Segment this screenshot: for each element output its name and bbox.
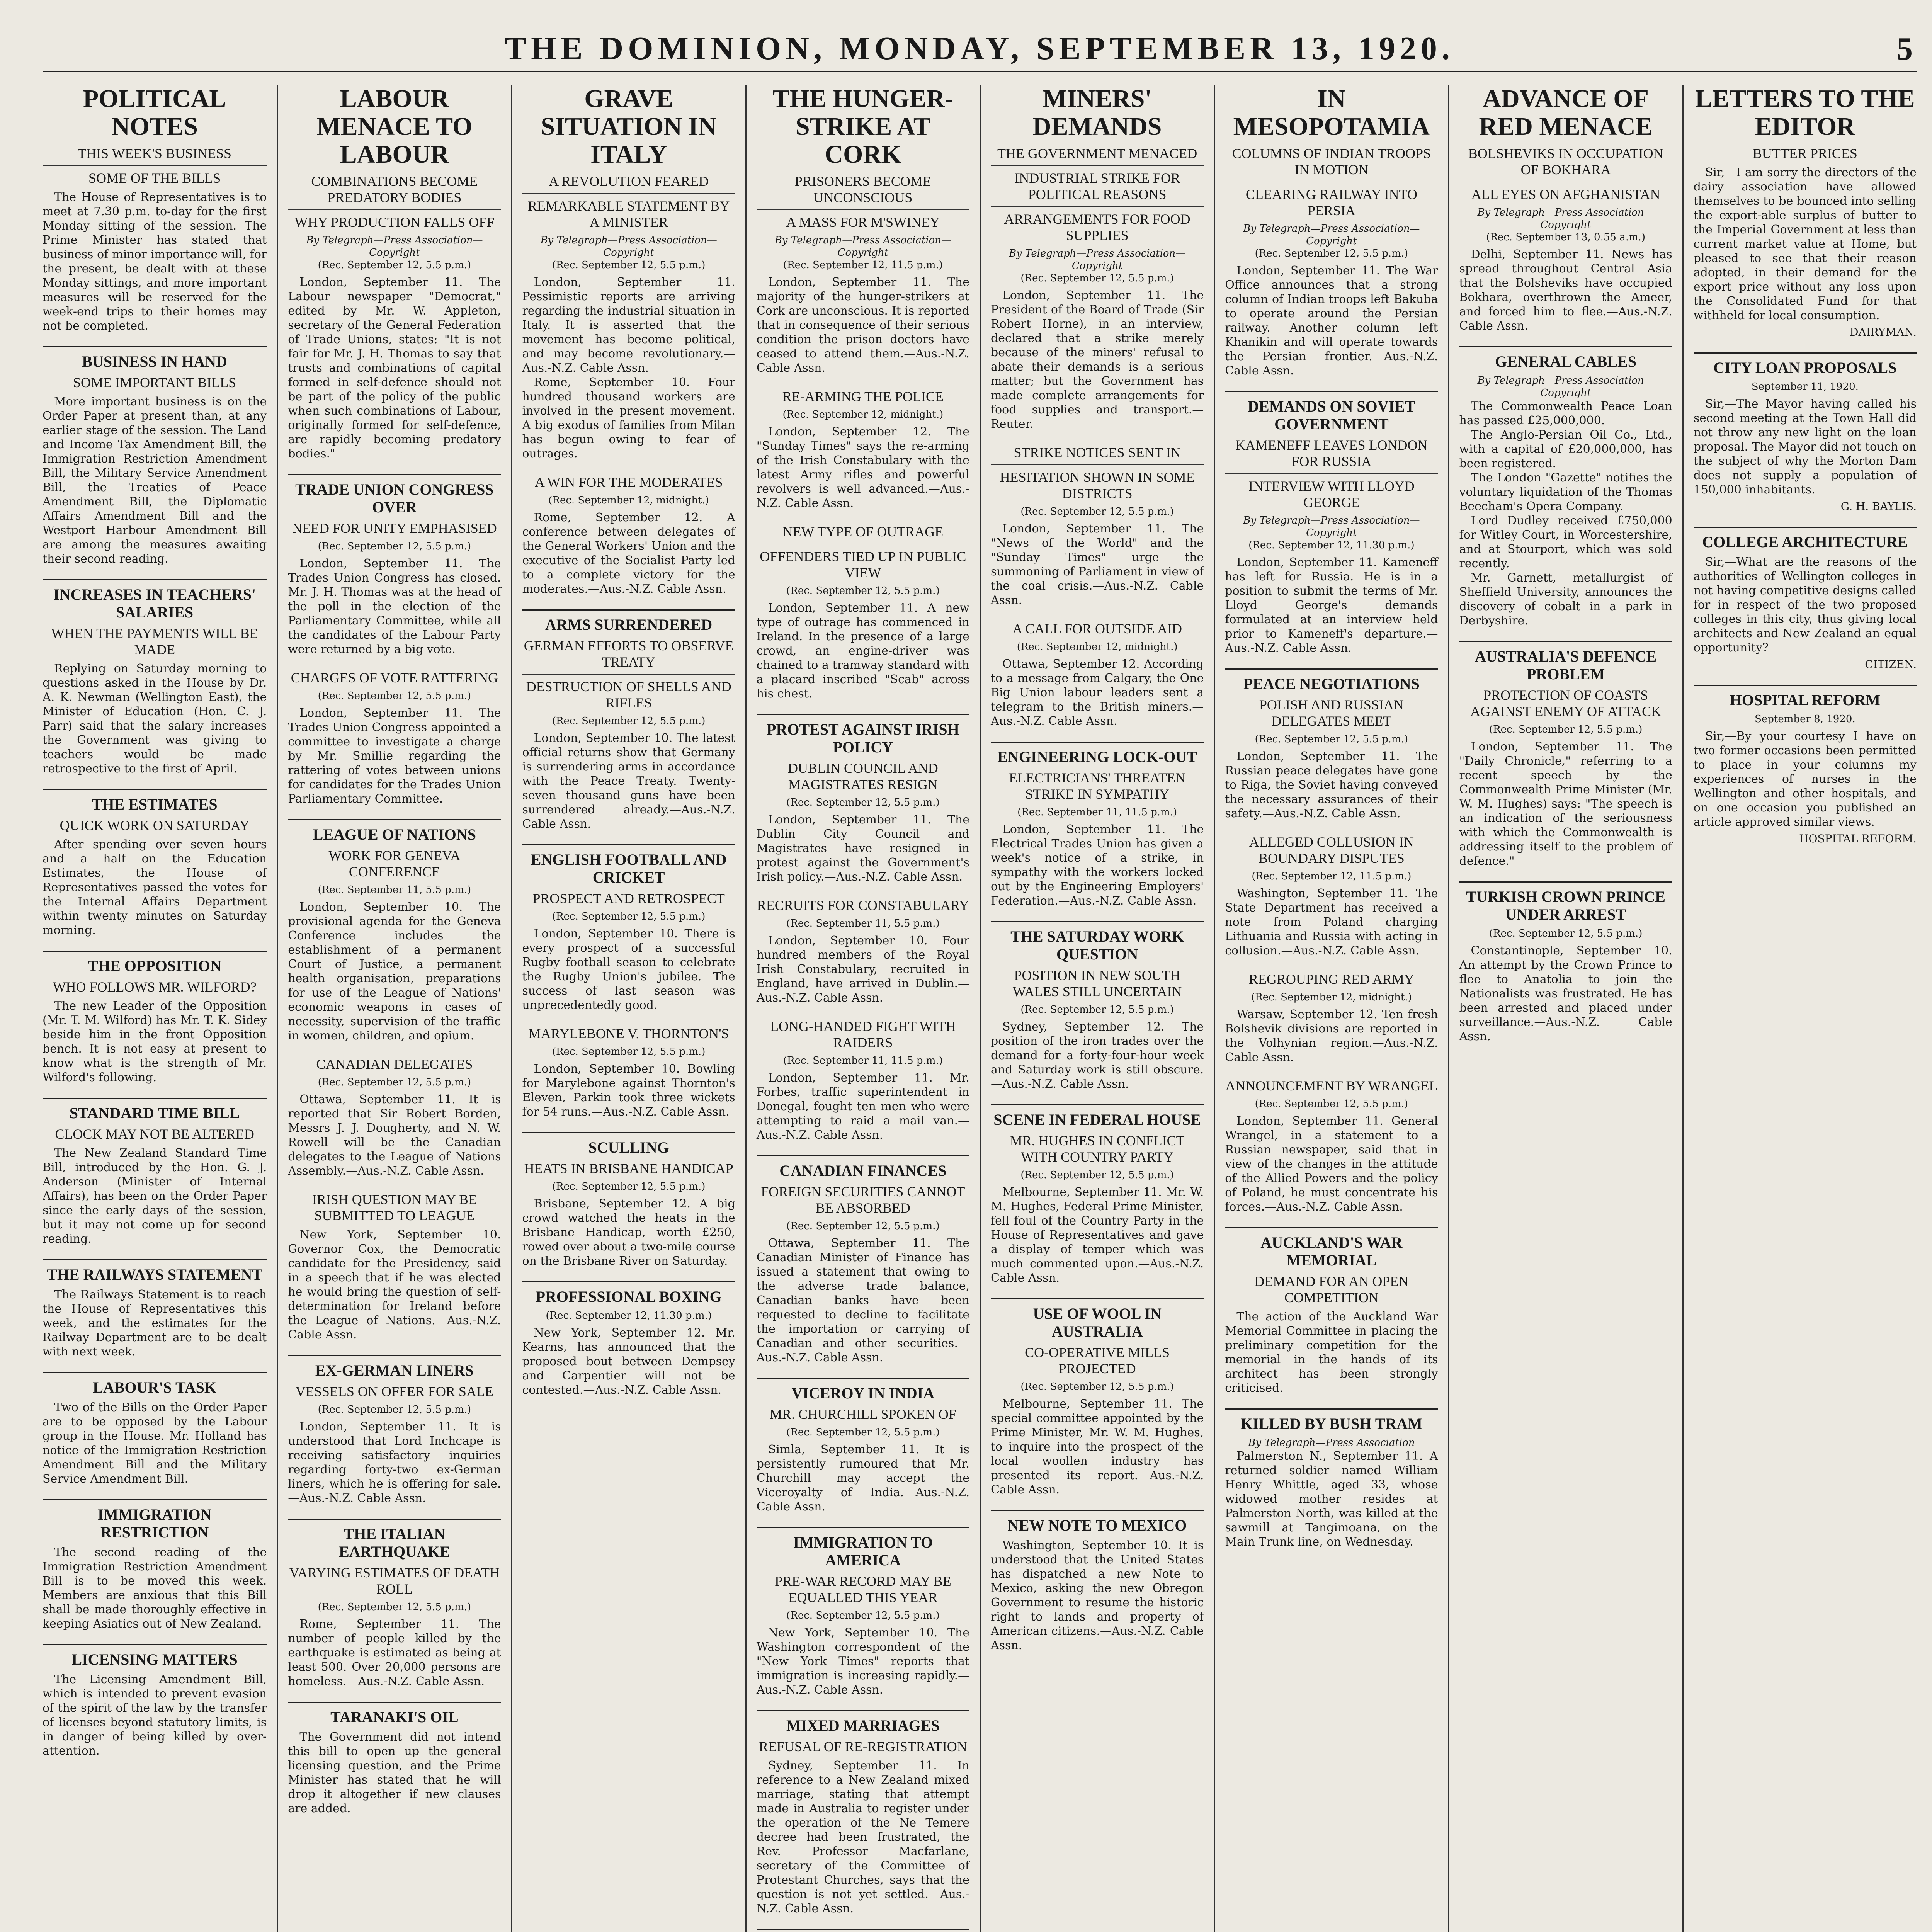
article-paragraph: London, September 11. The Trades Union Congress appointed a committee to investigate a charge by Mr. Smillie regarding the rattering of votes between unions for candidates for the Trades Union Parliamentary Committee. — [288, 706, 501, 806]
page-number: 5 — [1896, 31, 1913, 67]
article-paragraph: The Commonwealth Peace Loan has passed £25,000,000. — [1459, 400, 1672, 427]
news-article — [43, 1644, 267, 1758]
article-dateline: (Rec. September 12, 5.5 p.m.) — [786, 585, 940, 597]
article-paragraph: Palmerston N., September 11. A returned soldier named William Henry Whittle, aged 33, whose widowed mother resides at Palmerston North, was killed at the sawmill at Tangimoana, on the Main Trunk line, on Wednesday. — [1225, 1449, 1438, 1549]
article-subheading: RECRUITS FOR CONSTABULARY — [757, 898, 969, 913]
article-paragraph: New York, September 10. The Washington correspondent of the "New York Times" reports that immigration is increasing rapidly.—Aus.-N.Z. Cable Assn. — [756, 1626, 969, 1697]
article-headline: MINERS' DEMANDS — [1032, 85, 1162, 141]
article-paragraph: London, September 11. Pessimistic reports are arriving regarding the industrial situation in Italy. It is asserted that the movement has become political, and may become revolutionary.—Aus.-N.Z. Cable Assn. — [522, 276, 735, 375]
article-paragraph: Simla, September 11. It is persistently rumoured that Mr. Churchill may accept the Viceroyalty of India.—Aus.-N.Z. Cable Assn. — [756, 1443, 969, 1514]
article-paragraph: The Government did not intend this bill to open up the general licensing question, and the Prime Minister has stated that he will drop it altogether if new clauses are added. — [288, 1730, 501, 1815]
article-subheading: BOLSHEVIKS IN OCCUPATION OF BOKHARA — [1468, 146, 1663, 177]
article-dateline: (Rec. September 12, 5.5 p.m.) — [1020, 506, 1174, 517]
news-article — [1694, 352, 1917, 514]
news-article — [288, 1702, 501, 1816]
article-paragraph: Two of the Bills on the Order Paper are to be opposed by the Labour group in the House. Mr. Holland has notice of the Immigration Restriction Amendment Bill and the Military Service Amendment Bill. — [43, 1401, 267, 1486]
article-subheading: SOME IMPORTANT BILLS — [73, 375, 236, 390]
article-paragraph: London, September 11. It is understood that Lord Inchcape is receiving satisfactory inquiries regarding forty-two ex-German liners, which he is offering for sale.—Aus.-N.Z. Cable Assn. — [288, 1420, 501, 1505]
article-paragraph: London, September 11. The President of the Board of Trade (Sir Robert Horne), in an interview, declared that a strike merely because of the miners' refusal to abate their demands is a serious matter; but the Government has made complete arrangements for food supplies and transport.—Reuter. — [991, 289, 1204, 431]
article-dateline: (Rec. September 12, midnight.) — [1017, 641, 1178, 653]
news-article — [757, 1710, 969, 1916]
article-subheading: QUICK WORK ON SATURDAY — [60, 818, 250, 833]
section-heading: CITY LOAN PROPOSALS — [1694, 352, 1917, 377]
news-column — [745, 85, 980, 1932]
article-paragraph: Sir,—What are the reasons of the authorities of Wellington colleges in not having competitive designs called for in respect of the two proposed colleges in this city, thus giving local architects and New Zealand an equal opportunity? — [1693, 555, 1917, 655]
article-subheading: WHY PRODUCTION FALLS OFF — [288, 209, 501, 230]
news-article — [43, 951, 267, 1085]
letter-signature: DAIRYMAN. — [1850, 326, 1917, 338]
news-article — [1225, 834, 1438, 958]
article-subheading: SOME OF THE BILLS — [43, 165, 267, 186]
article-subheading: ALL EYES ON AFGHANISTAN — [1459, 182, 1672, 202]
news-article — [757, 1018, 969, 1142]
article-paragraph: The second reading of the Immigration Restriction Amendment Bill is to be moved this week. Members are anxious that this Bill shall be made thoroughly effective in keeping Asiatics out of New Zealand. — [43, 1546, 267, 1631]
section-heading: PROTEST AGAINST IRISH POLICY — [757, 714, 969, 756]
section-heading: ARMS SURRENDERED — [522, 609, 735, 634]
news-article — [43, 85, 267, 333]
news-article — [991, 742, 1204, 908]
section-heading: PROFESSIONAL BOXING — [522, 1281, 735, 1306]
article-subheading: HEATS IN BRISBANE HANDICAP — [524, 1161, 733, 1176]
article-headline: LABOUR MENACE TO LABOUR — [316, 85, 473, 168]
news-article — [757, 85, 969, 375]
news-article — [288, 474, 501, 656]
article-dateline: (Rec. September 12, 5.5 p.m.) — [552, 1046, 706, 1058]
article-subheading: BUTTER PRICES — [1752, 146, 1857, 161]
article-paragraph: Sir,—I am sorry the directors of the dairy association have allowed themselves to be bounced into selling the export-able surplus of butter to the Imperial Government at less than current market value at Home, but pleased to see that their reason adopted, in their demand for the export price without any loss upon the Consolidated Fund for that withheld for local consumption. — [1693, 166, 1917, 322]
article-subheading: OFFENDERS TIED UP IN PUBLIC VIEW — [757, 544, 969, 581]
news-article — [1459, 85, 1672, 333]
news-article — [1225, 668, 1438, 821]
section-heading: THE ITALIAN EARTHQUAKE — [288, 1519, 501, 1561]
article-paragraph: Delhi, September 11. News has spread throughout Central Asia that the Bolsheviks have occupied Bokhara, overthrown the Ameer, and forced him to flee.—Aus.-N.Z. Cable Assn. — [1459, 248, 1672, 333]
letter-signature: HOSPITAL REFORM. — [1799, 832, 1917, 845]
section-heading: STANDARD TIME BILL — [43, 1098, 267, 1122]
section-heading: EX-GERMAN LINERS — [288, 1355, 501, 1379]
letter-signature: CITIZEN. — [1865, 658, 1917, 671]
article-subheading: DESTRUCTION OF SHELLS AND RIFLES — [522, 674, 735, 711]
article-subheading: MR. CHURCHILL SPOKEN OF — [770, 1406, 956, 1422]
news-article — [43, 1098, 267, 1246]
article-subheading: A REVOLUTION FEARED — [549, 173, 709, 189]
article-subheading: DUBLIN COUNCIL AND MAGISTRATES RESIGN — [788, 760, 938, 792]
article-subheading: PRISONERS BECOME UNCONSCIOUS — [794, 173, 931, 205]
news-article — [1459, 881, 1672, 1044]
article-subheading: REMARKABLE STATEMENT BY A MINISTER — [522, 193, 735, 230]
article-paragraph: London, September 11. The "News of the World" and the "Sunday Times" urge the summoning of Parliament in view of the coal crisis.—Aus.-N.Z. Cable Assn. — [991, 522, 1204, 607]
article-subheading: A MASS FOR M'SWINEY — [757, 209, 969, 230]
article-dateline: (Rec. September 12, 5.5 p.m.) — [1255, 733, 1408, 745]
article-dateline: (Rec. September 12, 11.30 p.m.) — [546, 1310, 712, 1321]
article-paragraph: Washington, September 10. It is understood that the United States has dispatched a new Note to Mexico, asking the new Obregon Government to resume the historic right to lands and property of American citizens.—Aus.-N.Z. Cable Assn. — [991, 1539, 1204, 1652]
news-article — [288, 1355, 501, 1505]
article-subheading: PRE-WAR RECORD MAY BE EQUALLED THIS YEAR — [775, 1573, 951, 1605]
article-dateline: (Rec. September 12, midnight.) — [782, 409, 944, 420]
section-heading: TARANAKI'S OIL — [288, 1702, 501, 1726]
news-article — [757, 1527, 969, 1697]
article-paragraph: The Railways Statement is to reach the House of Representatives this week, and the estimates for the Railway Department are to be dealt with next week. — [43, 1288, 267, 1359]
article-paragraph: Ottawa, September 11. The Canadian Minister of Finance has issued a statement that owing to the adverse trade balance, Canadian banks have been requested to decline to facilitate the importation or carrying of Canadian and other securities.—Aus.-N.Z. Cable Assn. — [756, 1236, 969, 1364]
article-headline: LETTERS TO THE EDITOR — [1695, 85, 1915, 141]
letter-signature: G. H. BAYLIS. — [1840, 500, 1917, 513]
article-subheading: STRIKE NOTICES SENT IN — [1014, 445, 1181, 460]
news-article — [1459, 346, 1672, 628]
article-subheading: LONG-HANDED FIGHT WITH RAIDERS — [770, 1019, 956, 1050]
news-article — [288, 819, 501, 1043]
article-subheading: DEMAND FOR AN OPEN COMPETITION — [1254, 1274, 1409, 1305]
article-subheading: INDUSTRIAL STRIKE FOR POLITICAL REASONS — [991, 165, 1204, 202]
article-subheading: WORK FOR GENEVA CONFERENCE — [328, 848, 461, 879]
article-paragraph: The House of Representatives is to meet at 7.30 p.m. to-day for the first Monday sitting of the session. The Prime Minister has stated that business of minor importance will, for the present, be dealt with at these Monday sittings, and more important measures will be reserved for the week-end trips to their homes may not be completed. — [43, 190, 267, 333]
news-article — [1225, 391, 1438, 655]
article-paragraph: Sydney, September 12. The position of the iron trades over the demand for a forty-four-hour week and Saturday work is still obscure.—Aus.-N.Z. Cable Assn. — [991, 1020, 1204, 1091]
news-article — [43, 789, 267, 937]
article-dateline: (Rec. September 12, midnight.) — [548, 495, 709, 506]
section-heading: THE SATURDAY WORK QUESTION — [991, 921, 1204, 963]
news-article — [288, 1519, 501, 1689]
masthead-title: THE DOMINION, MONDAY, SEPTEMBER 13, 1920. — [505, 30, 1454, 66]
article-byline: By Telegraph—Press Association—Copyright — [774, 235, 952, 259]
news-article — [757, 524, 969, 701]
columns-grid — [43, 85, 1917, 1932]
article-subheading: NEED FOR UNITY EMPHASISED — [292, 520, 497, 536]
section-heading: THE RAILWAYS STATEMENT — [43, 1259, 267, 1284]
article-dateline: (Rec. September 11, 5.5 p.m.) — [318, 884, 471, 896]
news-article — [288, 1056, 501, 1178]
article-paragraph: New York, September 10. Governor Cox, the Democratic candidate for the Presidency, said in a speech that if he was elected he would bring the question of self-determination for Ireland before the League of Nations.—Aus.-N.Z. Cable Assn. — [288, 1228, 501, 1342]
article-byline: By Telegraph—Press Association—Copyright — [540, 235, 717, 259]
article-paragraph: Rome, September 12. A conference between delegates of the General Workers' Union and the executive of the Socialist Party led to a complete victory for the moderates.—Aus.-N.Z. Cable Assn. — [522, 511, 735, 596]
masthead — [43, 27, 1917, 72]
article-subheading: ELECTRICIANS' THREATEN STRIKE IN SYMPATHY — [1009, 770, 1186, 802]
article-paragraph: Mr. Garnett, metallurgist of Sheffield University, announces the discovery of cobalt in a park in Derbyshire. — [1459, 571, 1672, 628]
article-dateline: (Rec. September 12, 5.5 p.m.) — [786, 1427, 940, 1438]
news-article — [288, 670, 501, 806]
article-paragraph: Sir,—The Mayor having called his second meeting at the Town Hall did not throw any new light on the loan proposal. The Mayor did not touch on the subject of why the Morton Dam does not supply a population of 150,000 inhabitants. — [1693, 397, 1917, 497]
article-dateline: September 11, 1920. — [1751, 381, 1859, 393]
article-paragraph: London, September 11. The Russian peace delegates have gone to Riga, the Soviet having conveyed the necessary assurances of their safety.—Aus.-N.Z. Cable Assn. — [1225, 750, 1438, 820]
news-article — [1694, 685, 1917, 846]
article-subheading: PROSPECT AND RETROSPECT — [532, 891, 725, 906]
news-article — [757, 714, 969, 884]
article-subheading: RE-ARMING THE POLICE — [782, 389, 944, 404]
article-dateline: (Rec. September 11, 11.5 p.m.) — [783, 1055, 943, 1066]
article-paragraph: Sydney, September 11. In reference to a New Zealand mixed marriage, stating that attempt made in Australia to register under the operation of the Ne Temere decree had been frustrated, the Rev. Professor Macfarlane, secretary of the Committee of Protestant Churches, says that the question is not yet settled.—Aus.-N.Z. Cable Assn. — [756, 1759, 969, 1915]
section-heading: ENGINEERING LOCK-OUT — [991, 742, 1204, 766]
news-article — [1694, 85, 1917, 339]
article-subheading: ARRANGEMENTS FOR FOOD SUPPLIES — [991, 206, 1204, 243]
news-article — [1225, 1078, 1438, 1214]
article-headline: ADVANCE OF RED MENACE — [1479, 85, 1653, 141]
article-subheading: REGROUPING RED ARMY — [1248, 971, 1414, 987]
article-dateline: (Rec. September 11, 11.5 p.m.) — [1017, 806, 1177, 818]
section-heading: KILLED BY BUSH TRAM — [1225, 1408, 1438, 1433]
article-paragraph: London, September 10. Bowling for Marylebone against Thornton's Eleven, Parkin took three wickets for 54 runs.—Aus.-N.Z. Cable Assn. — [522, 1062, 735, 1119]
article-paragraph: The New Zealand Standard Time Bill, introduced by the Hon. G. J. Anderson (Minister of Internal Affairs), has been on the Order Paper since the early days of the session, but it may not come up for second reading. — [43, 1146, 267, 1246]
news-article — [757, 388, 969, 510]
news-article — [43, 579, 267, 776]
section-heading: ENGLISH FOOTBALL AND CRICKET — [522, 844, 735, 886]
article-dateline: (Rec. September 12, 5.5 p.m.) — [1020, 272, 1174, 284]
article-paragraph: New York, September 12. Mr. Kearns, has announced that the proposed bout between Dempsey and Carpentier will not be contested.—Aus.-N.Z. Cable Assn. — [522, 1326, 735, 1397]
article-subheading: KAMENEFF LEAVES LONDON FOR RUSSIA — [1235, 437, 1428, 469]
news-article — [522, 1026, 735, 1119]
article-dateline: (Rec. September 13, 0.55 a.m.) — [1486, 231, 1646, 243]
section-heading: THE OPPOSITION — [43, 951, 267, 975]
section-heading: THE ESTIMATES — [43, 789, 267, 813]
article-subheading: THE GOVERNMENT MENACED — [997, 146, 1197, 161]
article-dateline: (Rec. September 12, 5.5 p.m.) — [786, 1220, 940, 1232]
article-headline: POLITICAL NOTES — [83, 85, 226, 141]
article-dateline: (Rec. September 12, midnight.) — [1251, 992, 1412, 1003]
news-article — [522, 844, 735, 1012]
section-heading: INCREASES IN TEACHERS' SALARIES — [43, 579, 267, 621]
article-dateline: (Rec. September 12, 5.5 p.m.) — [786, 1610, 940, 1621]
article-paragraph: The new Leader of the Opposition (Mr. T. M. Wilford) has Mr. T. K. Sidey beside him in the front Opposition bench. It is not easy at present to know what is the strength of Mr. Wilford's following. — [43, 999, 267, 1084]
article-subheading: GERMAN EFFORTS TO OBSERVE TREATY — [524, 638, 734, 670]
news-article — [991, 1104, 1204, 1285]
news-article — [1225, 1227, 1438, 1395]
news-column — [980, 85, 1214, 1932]
article-headline: THE HUNGER-STRIKE AT CORK — [772, 85, 954, 168]
section-heading: LABOUR'S TASK — [43, 1372, 267, 1396]
article-paragraph: London, September 11. The majority of the hunger-strikers at Cork are unconscious. It is reported that in consequence of their serious condition the prison doctors have ceased to attend them.—Aus.-N.Z. Cable Assn. — [756, 276, 969, 375]
article-paragraph: London, September 11. The Electrical Trades Union has given a week's notice of a strike, in sympathy with the workers locked out by the Engineering Employers' Federation.—Aus.-N.Z. Cable Assn. — [991, 823, 1204, 908]
article-paragraph: Ottawa, September 11. It is reported that Sir Robert Borden, Messrs J. J. Dougherty, and N. W. Rowell will be the Canadian delegates to the League of Nations Assembly.—Aus.-N.Z. Cable Assn. — [288, 1093, 501, 1178]
article-dateline: (Rec. September 12, 5.5 p.m.) — [1489, 724, 1643, 735]
section-heading: GENERAL CABLES — [1459, 346, 1672, 371]
article-subheading: CLEARING RAILWAY INTO PERSIA — [1225, 182, 1438, 219]
section-heading: SCENE IN FEDERAL HOUSE — [991, 1104, 1204, 1129]
news-article — [1694, 527, 1917, 672]
article-subheading: THIS WEEK'S BUSINESS — [78, 146, 232, 161]
news-article — [991, 921, 1204, 1091]
article-paragraph: Sir,—By your courtesy I have on two former occasions been permitted to place in your columns my experiences of nurses in the Wellington and other hospitals, and on one occasion you published an article approved similar views. — [1693, 730, 1917, 829]
article-paragraph: London, September 10. The latest official returns show that Germany is surrendering arms in accordance with the Peace Treaty. Twenty-seven thousand guns have been surrendered already.—Aus.-N.Z. Cable Assn. — [522, 731, 735, 831]
article-subheading: CANADIAN DELEGATES — [316, 1056, 473, 1072]
section-heading: DEMANDS ON SOVIET GOVERNMENT — [1225, 391, 1438, 433]
article-paragraph: London, September 12. The "Sunday Times" says the re-arming of the Irish Constabulary with the latest Army rifles and powerful revolvers is well advanced.—Aus.-N.Z. Cable Assn. — [756, 425, 969, 510]
article-byline: By Telegraph—Press Association—Copyright — [1243, 515, 1420, 539]
article-subheading: HESITATION SHOWN IN SOME DISTRICTS — [991, 464, 1204, 502]
article-paragraph: London, September 11. The Trades Union Congress has closed. Mr. J. H. Thomas was at the head of the poll in the election of the Parliamentary Committee, while all the candidates of the Labour Party were returned by a big vote. — [288, 557, 501, 656]
news-article — [757, 897, 969, 1005]
article-dateline: (Rec. September 12, 5.5 p.m.) — [1020, 1381, 1174, 1393]
section-heading: LICENSING MATTERS — [43, 1644, 267, 1668]
news-article — [991, 444, 1204, 607]
section-heading: HOSPITAL REFORM — [1694, 685, 1917, 709]
article-paragraph: London, September 11. The "Daily Chronicle," referring to a recent speech by the Commonwealth Prime Minister (Mr. W. M. Hughes) says: "The speech is an indication of the seriousness with which the Commonwealth is addressing itself to the problem of defence." — [1459, 740, 1672, 868]
article-paragraph: London, September 11. The Labour newspaper "Democrat," edited by Mr. W. Appleton, secretary of the General Federation of Trade Unions, states: "It is not fair for Mr. J. H. Thomas to say that trusts and combinations of capital formed in self-defence should not be part of the policy of the public when such combinations of Labour, originally formed for self-defence, are rapidly becoming predatory bodies." — [288, 276, 501, 461]
news-article — [43, 1499, 267, 1631]
article-dateline: (Rec. September 12, 5.5 p.m.) — [318, 690, 471, 702]
article-dateline: (Rec. September 12, 5.5 p.m.) — [552, 911, 706, 922]
article-dateline: (Rec. September 12, 5.5 p.m.) — [1020, 1004, 1174, 1015]
article-paragraph: More important business is on the Order Paper at present than, at any earlier stage of the session. The Land and Income Tax Amendment Bill, the Immigration Restriction Amendment Bill, the Military Service Amendment Bill, the Treaties of Peace Amendment Bill, the Diplomatic Affairs Amendment Bill and the Westport Harbour Amendment Bill are among the measures awaiting their second reading. — [43, 395, 267, 566]
news-article — [757, 1929, 969, 1932]
news-article — [43, 1259, 267, 1359]
article-paragraph: The Anglo-Persian Oil Co., Ltd., with a capital of £20,000,000, has been registered. — [1459, 428, 1672, 470]
news-column — [277, 85, 511, 1932]
article-dateline: (Rec. September 12, 5.5 p.m.) — [786, 797, 940, 808]
article-subheading: ALLEGED COLLUSION IN BOUNDARY DISPUTES — [1249, 834, 1414, 866]
article-dateline: September 8, 1920. — [1755, 713, 1855, 725]
article-subheading: FOREIGN SECURITIES CANNOT BE ABSORBED — [761, 1184, 965, 1216]
article-subheading: ANNOUNCEMENT BY WRANGEL — [1225, 1078, 1438, 1094]
article-paragraph: Rome, September 11. The number of people killed by the earthquake is estimated as being at least 500. Over 20,000 persons are homeless.—Aus.-N.Z. Cable Assn. — [288, 1617, 501, 1688]
news-column — [1448, 85, 1682, 1932]
section-heading: USE OF WOOL IN AUSTRALIA — [991, 1298, 1204, 1340]
article-paragraph: London, September 10. There is every prospect of a successful Rugby football season to celebrate the Rugby Union's jubilee. The success of last season was unprecedentedly good. — [522, 927, 735, 1012]
article-paragraph: Lord Dudley received £750,000 for Witley Court, in Worcestershire, and at Stourport, which was sold recently. — [1459, 514, 1672, 570]
article-paragraph: Melbourne, September 11. Mr. W. M. Hughes, Federal Prime Minister, fell foul of the Country Party in the House of Representatives and gave a display of temper which was much commented upon.—Aus.-N.Z. Cable Assn. — [991, 1185, 1204, 1285]
article-byline: By Telegraph—Press Association—Copyright — [1243, 223, 1420, 247]
article-paragraph: Melbourne, September 11. The special committee appointed by the Prime Minister, Mr. W. M. Hughes, to inquire into the prospect of the local woollen industry has presented its report.—Aus.-N.Z. Cable Assn. — [991, 1397, 1204, 1497]
news-article — [991, 1298, 1204, 1497]
article-dateline: (Rec. September 12, 5.5 p.m.) — [318, 541, 471, 552]
news-article — [522, 474, 735, 596]
article-dateline: (Rec. September 12, 5.5 p.m.) — [552, 1181, 706, 1192]
article-subheading: INTERVIEW WITH LLOYD GEORGE — [1225, 473, 1438, 510]
article-paragraph: London, September 11. The War Office announces that a strong column of Indian troops left Bakuba to operate around the Persian railway. Another column left Khanikin and will operate towards the Persian frontier.—Aus.-N.Z. Cable Assn. — [1225, 264, 1438, 378]
article-byline: By Telegraph—Press Association—Copyright — [1009, 248, 1186, 272]
article-subheading: CLOCK MAY NOT BE ALTERED — [55, 1126, 254, 1142]
news-article — [1459, 641, 1672, 868]
news-article — [522, 1281, 735, 1397]
article-dateline: (Rec. September 12, 5.5 p.m.) — [1020, 1169, 1174, 1181]
article-subheading: WHO FOLLOWS MR. WILFORD? — [53, 979, 257, 995]
section-heading: NEW NOTE TO MEXICO — [991, 1510, 1204, 1534]
article-dateline: (Rec. September 12, 5.5 p.m.) — [318, 1404, 471, 1415]
news-column — [43, 85, 277, 1932]
article-byline: By Telegraph—Press Association—Copyright — [1477, 207, 1654, 231]
article-dateline: (Rec. September 12, 5.5 p.m.) — [318, 1601, 471, 1613]
article-paragraph: London, September 11. General Wrangel, in a statement to a Russian newspaper, said that in view of the changes in the attitude of the Allied Powers and the policy of Poland, he must concentrate his forces.—Aus.-N.Z. Cable Assn. — [1225, 1114, 1438, 1214]
article-dateline: (Rec. September 11, 5.5 p.m.) — [786, 918, 940, 929]
article-dateline: (Rec. September 12, 5.5 p.m.) — [318, 1077, 471, 1088]
article-dateline: (Rec. September 12, 5.5 p.m.) — [1489, 928, 1643, 939]
article-paragraph: London, September 10. The provisional agenda for the Geneva Conference includes the establishment of a permanent Court of Justice, a permanent health organisation, preparations for use of the League of Nations' economic weapons in cases of necessity, supervision of the traffic in women, children, and opium. — [288, 900, 501, 1043]
article-subheading: MR. HUGHES IN CONFLICT WITH COUNTRY PARTY — [1010, 1133, 1185, 1165]
article-paragraph: Warsaw, September 12. Ten fresh Bolshevik divisions are reported in the Volhynian region.—Aus.-N.Z. Cable Assn. — [1225, 1008, 1438, 1064]
article-byline: By Telegraph—Press Association — [1248, 1437, 1415, 1449]
article-paragraph: London, September 11. A new type of outrage has commenced in Ireland. In the presence of a large crowd, an engine-driver was chained to a tramway standard with a placard inscribed "Scab" across his chest. — [756, 601, 969, 701]
article-subheading: COMBINATIONS BECOME PREDATORY BODIES — [311, 173, 478, 205]
article-paragraph: London, September 11. The Dublin City Council and Magistrates have resigned in protest against the Government's Irish policy.—Aus.-N.Z. Cable Assn. — [756, 813, 969, 884]
article-subheading: REFUSAL OF RE-REGISTRATION — [759, 1739, 967, 1754]
article-subheading: VARYING ESTIMATES OF DEATH ROLL — [289, 1565, 500, 1597]
article-paragraph: The London "Gazette" notifies the voluntary liquidation of the Thomas Beecham's Opera Company. — [1459, 471, 1672, 513]
article-dateline: (Rec. September 12, 5.5 p.m.) — [1255, 1098, 1408, 1110]
news-article — [43, 346, 267, 566]
article-subheading: PROTECTION OF COASTS AGAINST ENEMY OF ATTACK — [1470, 687, 1662, 719]
section-heading: COLLEGE ARCHITECTURE — [1694, 527, 1917, 551]
section-heading: TURKISH CROWN PRINCE UNDER ARREST — [1459, 881, 1672, 923]
article-dateline: (Rec. September 12, 5.5 p.m.) — [1255, 248, 1408, 259]
article-dateline: (Rec. September 12, 11.5 p.m.) — [1252, 871, 1412, 882]
section-heading: CANADIAN FINANCES — [757, 1155, 969, 1180]
news-column — [511, 85, 745, 1932]
article-paragraph: Constantinople, September 10. An attempt by the Crown Prince to flee to Anatolia to join the Nationalists was frustrated. He has been arrested and placed under surveillance.—Aus.-N.Z. Cable Assn. — [1459, 944, 1672, 1043]
article-paragraph: After spending over seven hours and a half on the Education Estimates, the House of Representatives passed the votes for the Internal Affairs Department within twenty minutes on Saturday morning. — [43, 838, 267, 937]
section-heading: LEAGUE OF NATIONS — [288, 819, 501, 844]
article-subheading: VESSELS ON OFFER FOR SALE — [295, 1384, 493, 1399]
section-heading: AUSTRALIA'S DEFENCE PROBLEM — [1459, 641, 1672, 683]
article-subheading: IRISH QUESTION MAY BE SUBMITTED TO LEAGUE — [312, 1192, 477, 1223]
article-paragraph: Rome, September 10. Four hundred thousand workers are involved in the present movement. A big exodus of families from Milan has begun owing to fear of outrages. — [522, 376, 735, 461]
section-heading: MIXED MARRIAGES — [757, 1710, 969, 1735]
news-article — [757, 1155, 969, 1365]
article-paragraph: London, September 10. Four hundred members of the Royal Irish Constabulary, recruited in England, have arrived in Dublin.—Aus.-N.Z. Cable Assn. — [756, 934, 969, 1005]
article-subheading: MARYLEBONE V. THORNTON'S — [528, 1026, 729, 1041]
article-subheading: NEW TYPE OF OUTRAGE — [782, 524, 944, 539]
news-article — [288, 1191, 501, 1342]
article-paragraph: Washington, September 11. The State Department has received a note from Poland charging Lithuania and Russia with acting in collusion.—Aus.-N.Z. Cable Assn. — [1225, 887, 1438, 957]
article-paragraph: London, September 11. Mr. Forbes, traffic superintendent in Donegal, fought ten men who were attempting to raid a mail van.—Aus.-N.Z. Cable Assn. — [756, 1071, 969, 1142]
news-article — [1225, 1408, 1438, 1549]
news-article — [522, 609, 735, 831]
article-paragraph: The Licensing Amendment Bill, which is intended to prevent evasion of the spirit of the law by the transfer of licenses beyond statutory limits, is in danger of being killed by over-attention. — [43, 1673, 267, 1758]
news-column — [1214, 85, 1448, 1932]
article-headline: IN MESOPOTAMIA — [1233, 85, 1430, 141]
news-article — [757, 1378, 969, 1514]
article-byline: By Telegraph—Press Association—Copyright — [306, 235, 483, 259]
section-heading: BUSINESS IN HAND — [43, 346, 267, 371]
article-dateline: (Rec. September 12, 5.5 p.m.) — [318, 259, 471, 271]
article-paragraph: London, September 11. Kameneff has left for Russia. He is in a position to submit the terms of Mr. Lloyd George's demands formulated at an interview held prior to Kameneff's departure.—Aus.-N.Z. Cable Assn. — [1225, 556, 1438, 655]
news-article — [991, 85, 1204, 431]
article-subheading: WHEN THE PAYMENTS WILL BE MADE — [51, 626, 258, 657]
article-dateline: (Rec. September 12, 5.5 p.m.) — [552, 259, 706, 271]
article-dateline: (Rec. September 12, 11.30 p.m.) — [1248, 539, 1415, 551]
article-byline: By Telegraph—Press Association—Copyright — [1477, 375, 1654, 399]
news-article — [1225, 971, 1438, 1065]
article-paragraph: The action of the Auckland War Memorial Committee in placing the preliminary competition for the memorial in the hands of its architect has been strongly criticised. — [1225, 1310, 1438, 1395]
article-subheading: POLISH AND RUSSIAN DELEGATES MEET — [1259, 697, 1404, 729]
news-article — [43, 1372, 267, 1486]
section-heading: TRADE UNION CONGRESS OVER — [288, 474, 501, 516]
news-column — [1682, 85, 1917, 1932]
section-heading: PEACE NEGOTIATIONS — [1225, 668, 1438, 693]
article-paragraph: Ottawa, September 12. According to a message from Calgary, the One Big Union labour leaders sent a telegram to the British miners.—Aus.-N.Z. Cable Assn. — [991, 657, 1204, 728]
article-subheading: A WIN FOR THE MODERATES — [534, 474, 723, 490]
section-heading: IMMIGRATION RESTRICTION — [43, 1499, 267, 1541]
news-article — [288, 85, 501, 461]
section-heading — [757, 1929, 969, 1932]
article-subheading: POSITION IN NEW SOUTH WALES STILL UNCERTAIN — [1012, 968, 1182, 999]
article-paragraph: Brisbane, September 12. A big crowd watched the heats in the Brisbane Handicap, worth £250, rowed over about a two-mile course on the Brisbane River on Saturday. — [522, 1197, 735, 1268]
article-subheading: A CALL FOR OUTSIDE AID — [1012, 621, 1182, 636]
news-article — [1225, 85, 1438, 378]
section-heading: SCULLING — [522, 1132, 735, 1156]
article-dateline: (Rec. September 12, 11.5 p.m.) — [783, 259, 943, 271]
article-paragraph: Replying on Saturday morning to questions asked in the House by Dr. A. K. Newman (Wellington East), the Minister of Education (Hon. C. J. Parr) said that the salary increases the Government was giving to teachers would be made retrospective to the first of April. — [43, 662, 267, 776]
article-subheading: COLUMNS OF INDIAN TROOPS IN MOTION — [1232, 146, 1431, 177]
news-article — [522, 85, 735, 461]
article-subheading: CO-OPERATIVE MILLS PROJECTED — [1025, 1345, 1170, 1376]
article-dateline: (Rec. September 12, 5.5 p.m.) — [552, 715, 706, 727]
news-article — [522, 1132, 735, 1268]
section-heading: VICEROY IN INDIA — [757, 1378, 969, 1402]
article-subheading: CHARGES OF VOTE RATTERING — [291, 670, 498, 685]
section-heading: AUCKLAND'S WAR MEMORIAL — [1225, 1227, 1438, 1269]
news-article — [991, 621, 1204, 728]
article-headline: GRAVE SITUATION IN ITALY — [541, 85, 717, 168]
news-article — [991, 1510, 1204, 1653]
section-heading: IMMIGRATION TO AMERICA — [757, 1527, 969, 1569]
